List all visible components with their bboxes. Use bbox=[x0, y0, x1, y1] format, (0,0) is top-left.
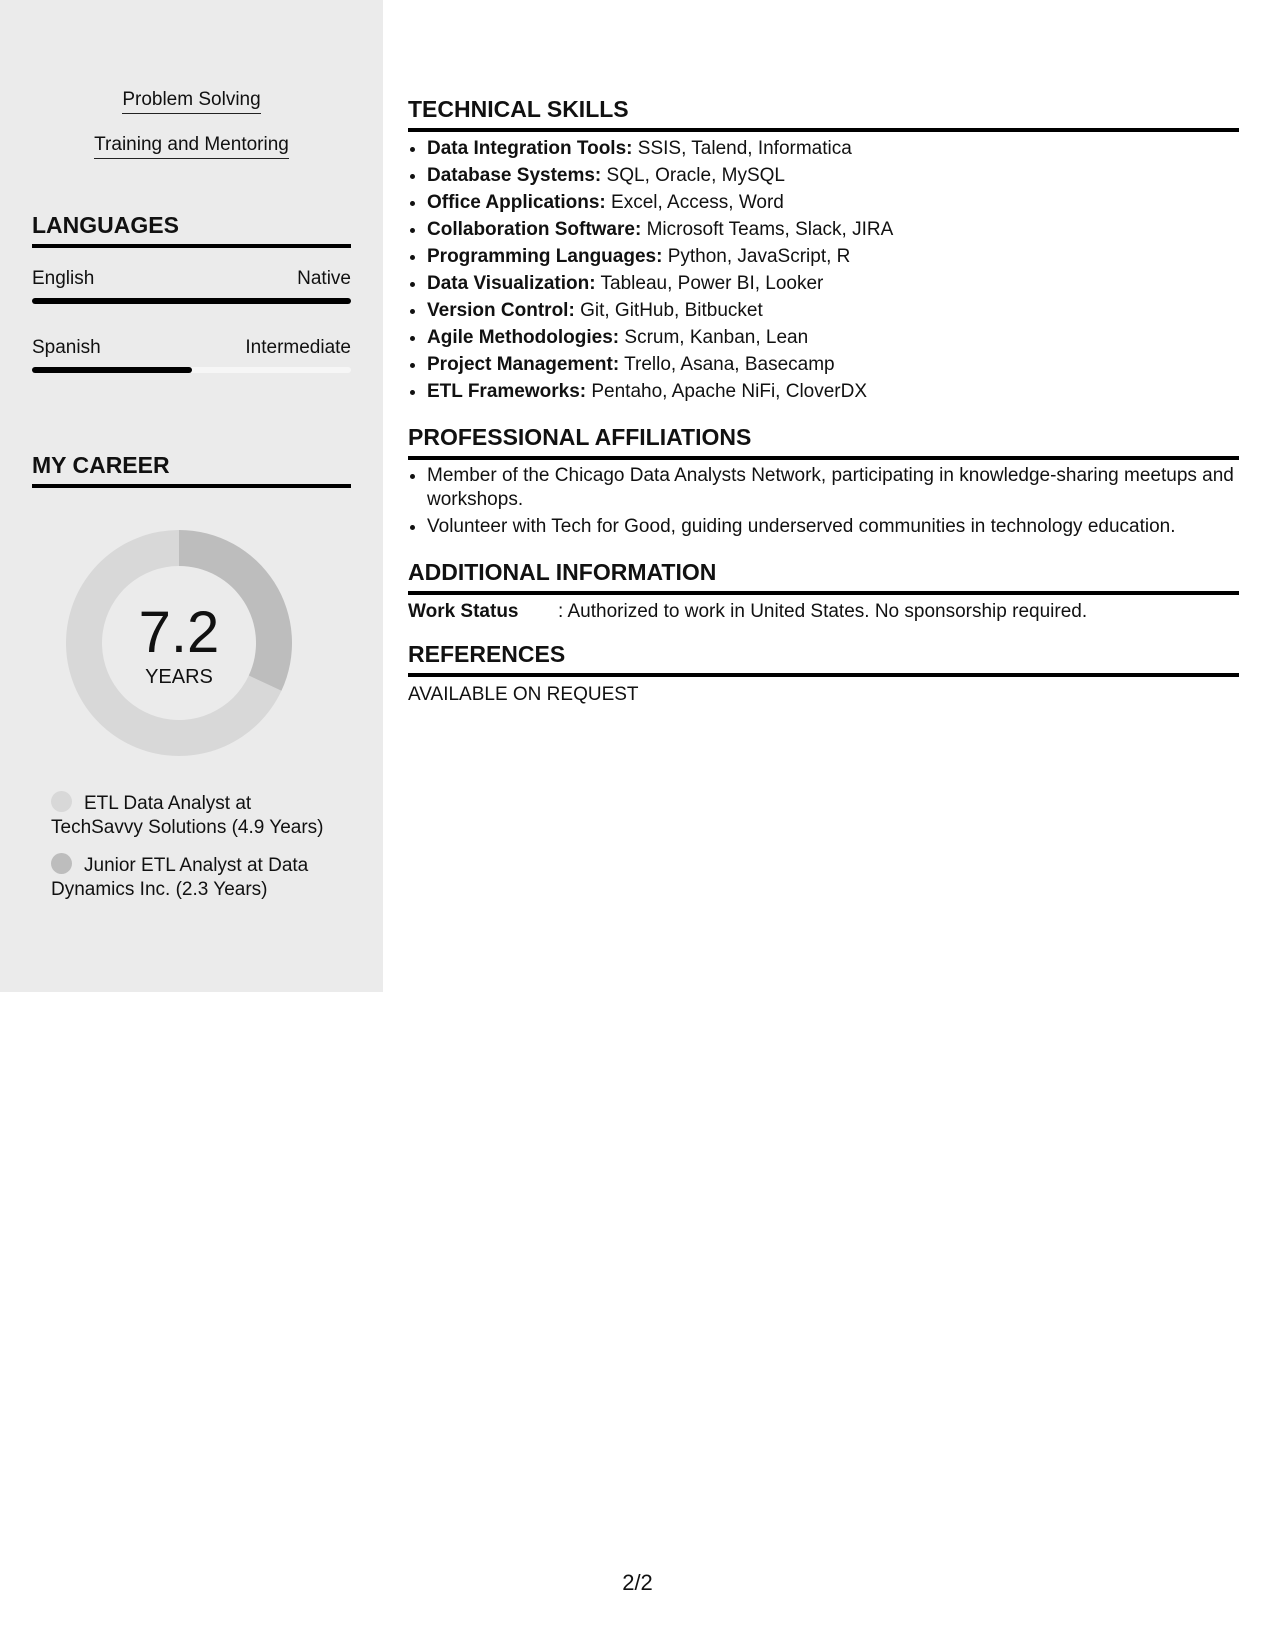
technical-skill-item bbox=[427, 216, 1258, 243]
career-position: ETL Data Analyst at TechSavvy Solutions (4.9 Years) bbox=[51, 793, 324, 838]
language-proficiency-bar bbox=[32, 298, 351, 304]
technical-skill-item bbox=[427, 378, 1258, 405]
legend-dot bbox=[51, 791, 72, 812]
skill-category: Collaboration Software: bbox=[427, 219, 642, 240]
skill-category: Data Visualization: bbox=[427, 273, 596, 294]
language-proficiency-bar bbox=[32, 367, 351, 373]
skill-category: Agile Methodologies: bbox=[427, 327, 620, 348]
skill-values: Git, GitHub, Bitbucket bbox=[580, 300, 763, 321]
language-row bbox=[32, 336, 351, 360]
skill-category: Data Integration Tools: bbox=[427, 138, 633, 159]
affiliations-list bbox=[408, 464, 1258, 542]
sidebar bbox=[0, 0, 383, 992]
skill-values: Scrum, Kanban, Lean bbox=[624, 327, 809, 348]
affiliation-item: • Member of the Chicago Data Analysts Network, participating in knowledge-sharing meetups and workshops. bbox=[427, 464, 1258, 512]
career-total-years: 7.2 bbox=[138, 600, 220, 665]
skill-category: Programming Languages: bbox=[427, 246, 663, 267]
language-level: Native bbox=[297, 268, 351, 289]
career-position: Junior ETL Analyst at Data Dynamics Inc. (2.3 Years) bbox=[51, 855, 309, 900]
affiliation-item: • Volunteer with Tech for Good, guiding underserved communities in technology education. bbox=[427, 515, 1258, 539]
skill-values: Pentaho, Apache NiFi, CloverDX bbox=[591, 381, 868, 402]
skill-category: Database Systems: bbox=[427, 165, 602, 186]
page-number: 2/2 bbox=[622, 1570, 653, 1595]
additional-info-heading: ADDITIONAL INFORMATION bbox=[408, 558, 1239, 595]
references-heading: REFERENCES bbox=[408, 640, 1239, 677]
skill-category: ETL Frameworks: bbox=[427, 381, 587, 402]
legend-dot bbox=[51, 853, 72, 874]
technical-skills-list bbox=[408, 135, 1258, 405]
technical-skills-heading: TECHNICAL SKILLS bbox=[408, 95, 1239, 132]
languages-heading: LANGUAGES bbox=[32, 211, 351, 248]
technical-skill-item bbox=[427, 324, 1258, 351]
skill-values: Tableau, Power BI, Looker bbox=[600, 273, 824, 294]
language-proficiency-fill bbox=[32, 367, 192, 373]
technical-skill-item bbox=[427, 135, 1258, 162]
language-name: Spanish bbox=[32, 337, 101, 358]
career-years-label: YEARS bbox=[145, 666, 213, 688]
skill-category: Project Management: bbox=[427, 354, 620, 375]
references-text: AVAILABLE ON REQUEST bbox=[408, 684, 639, 705]
skill-values: SSIS, Talend, Informatica bbox=[637, 138, 852, 159]
affiliations-heading: PROFESSIONAL AFFILIATIONS bbox=[408, 423, 1239, 460]
skill-values: Excel, Access, Word bbox=[611, 192, 784, 213]
skill-tag: Training and Mentoring bbox=[0, 133, 383, 159]
language-level: Intermediate bbox=[245, 337, 351, 358]
skill-values: Trello, Asana, Basecamp bbox=[624, 354, 835, 375]
language-name: English bbox=[32, 268, 95, 289]
technical-skill-item bbox=[427, 243, 1258, 270]
technical-skill-item bbox=[427, 189, 1258, 216]
skill-values: Microsoft Teams, Slack, JIRA bbox=[646, 219, 894, 240]
work-status-value: : Authorized to work in United States. No sponsorship required. bbox=[558, 601, 1088, 622]
technical-skill-item bbox=[427, 162, 1258, 189]
technical-skill-item bbox=[427, 351, 1258, 378]
language-row bbox=[32, 267, 351, 291]
work-status-label: Work Status bbox=[408, 601, 519, 622]
technical-skill-item bbox=[427, 270, 1258, 297]
skill-values: SQL, Oracle, MySQL bbox=[606, 165, 785, 186]
language-proficiency-fill bbox=[32, 298, 351, 304]
work-status-row bbox=[408, 600, 1239, 624]
skill-tag: Problem Solving bbox=[0, 88, 383, 114]
technical-skill-item bbox=[427, 297, 1258, 324]
skill-values: Python, JavaScript, R bbox=[667, 246, 851, 267]
skill-category: Version Control: bbox=[427, 300, 575, 321]
career-heading: MY CAREER bbox=[32, 451, 351, 488]
skill-category: Office Applications: bbox=[427, 192, 606, 213]
